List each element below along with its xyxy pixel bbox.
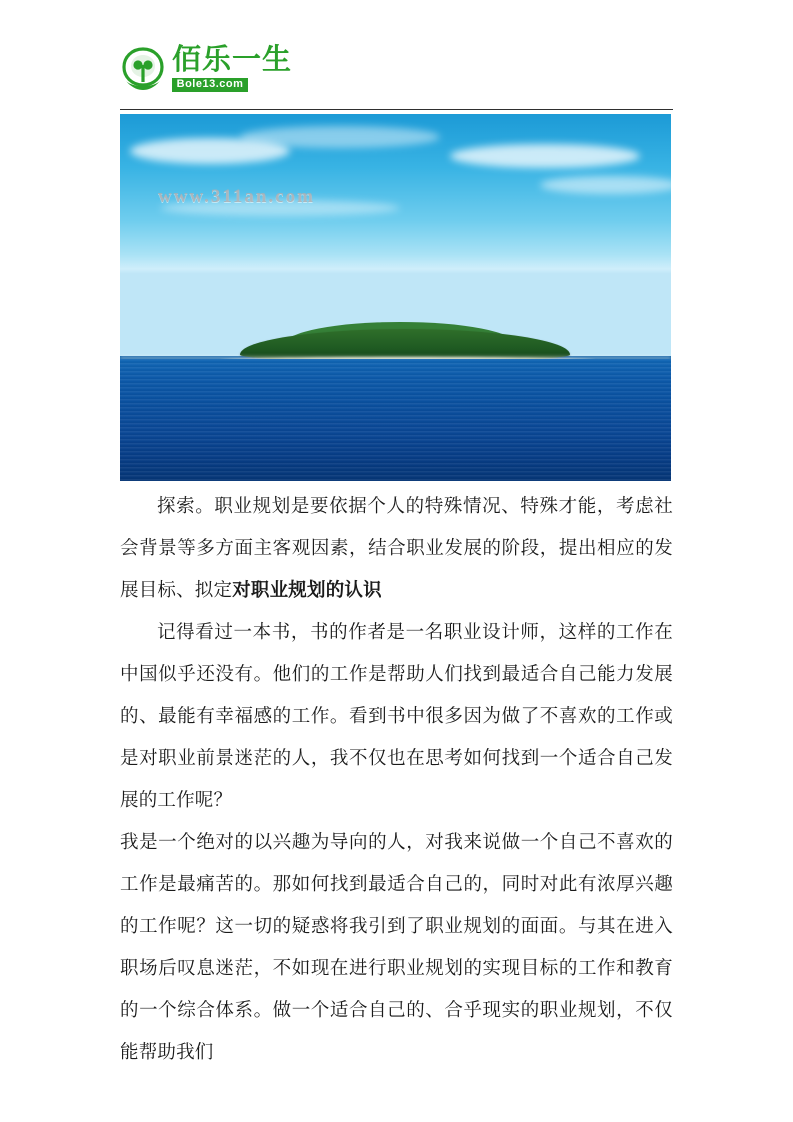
paragraph-1-run-1: 探索。职业规划是要依据个人的特殊情况、特殊才能，考虑社会背景等多方面主客观因素，结合职业发展的阶段，提出相应的发展目标、拟定 [120,497,673,601]
tree-leaf-icon [120,46,166,92]
logo-title-cn: 佰乐一生 [172,44,293,76]
header-divider [120,109,673,110]
paragraph-1-run-2-bold: 对职业规划的认识 [232,581,382,601]
logo-title-en: Bole13.com [172,78,248,92]
document-body [120,486,673,1074]
photo-cloud [540,176,671,194]
paragraph-2 [120,612,673,822]
paragraph-1 [120,486,673,612]
tropical-island-ocean-photo [120,114,671,481]
paragraph-3-run-1: 我是一个绝对的以兴趣为导向的人，对我来说做一个自己不喜欢的工作是最痛苦的。那如何找到最适合自己的，同时对此有浓厚兴趣的工作呢？这一切的疑惑将我引到了职业规划的面面。与其在进入职场后叹息迷茫，不如现在进行职业规划的实现目标的工作和教育的一个综合体系。做一个适合自己的、合乎现实的职业规划，不仅能帮助我们 [120,833,673,1063]
photo-sea [120,359,671,481]
photo-watermark: www.311an.com [158,186,315,207]
site-logo [120,46,673,92]
logo-text [172,46,292,92]
photo-cloud [450,144,640,168]
paragraph-3 [120,822,673,1074]
document-header [120,46,673,108]
paragraph-2-run-1: 记得看过一本书，书的作者是一名职业设计师，这样的工作在中国似乎还没有。他们的工作是帮助人们找到最适合自己能力发展的、最能有幸福感的工作。看到书中很多因为做了不喜欢的工作或是对职业前景迷茫的人，我不仅也在思考如何找到一个适合自己发展的工作呢？ [120,623,673,811]
photo-cloud [240,126,440,148]
